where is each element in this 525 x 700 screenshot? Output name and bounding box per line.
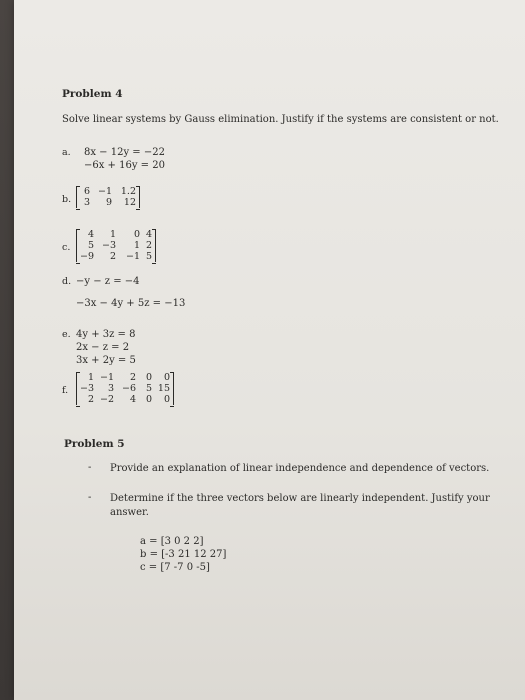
matrix-cell: 2 xyxy=(87,394,94,405)
matrix-row xyxy=(80,372,170,383)
part-e-eq2: 2x − z = 2 xyxy=(76,342,130,353)
part-e-eq3: 3x + 2y = 5 xyxy=(76,355,136,366)
matrix-row xyxy=(80,383,170,394)
part-a-eq1: 8x − 12y = −22 xyxy=(84,147,165,158)
matrix-cell: −1 xyxy=(97,186,112,197)
paper-sheet xyxy=(14,0,525,700)
matrix-cell: 3 xyxy=(107,383,114,394)
matrix-cell: −1 xyxy=(125,251,140,262)
matrix-cell: −3 xyxy=(101,240,116,251)
matrix-cell: 1.2 xyxy=(120,186,136,197)
matrix-row xyxy=(80,240,152,251)
matrix-cell: 0 xyxy=(163,394,170,405)
matrix-row xyxy=(80,229,152,240)
part-d-eq2: −3x − 4y + 5z = −13 xyxy=(76,298,186,309)
part-f-matrix xyxy=(76,372,174,405)
bullet-dash: - xyxy=(88,462,92,473)
part-a-label: a. xyxy=(62,147,71,158)
matrix-cell: −3 xyxy=(80,383,95,394)
problem-5-title: Problem 5 xyxy=(64,438,125,450)
part-a-eq2: −6x + 16y = 20 xyxy=(84,160,165,171)
matrix-cell: 1 xyxy=(87,372,94,383)
matrix-cell: 2 xyxy=(145,240,152,251)
matrix-cell: 1 xyxy=(133,240,140,251)
matrix-cell: 5 xyxy=(87,240,94,251)
matrix-cell: 6 xyxy=(83,186,90,197)
matrix-cell: 5 xyxy=(145,251,152,262)
matrix-cell: 4 xyxy=(145,229,152,240)
matrix-cell: 4 xyxy=(129,394,136,405)
part-b-label: b. xyxy=(62,194,72,205)
bullet-dash: - xyxy=(88,492,92,503)
part-d-label: d. xyxy=(62,276,72,287)
matrix-cell: 3 xyxy=(83,197,90,208)
matrix-cell: −6 xyxy=(121,383,136,394)
vector-a: a = [3 0 2 2] xyxy=(140,536,204,547)
matrix-cell: 0 xyxy=(163,372,170,383)
vector-c: c = [7 -7 0 -5] xyxy=(140,562,210,573)
part-d-eq1: −y − z = −4 xyxy=(76,276,140,287)
part-f-label: f. xyxy=(62,385,69,396)
part-c-matrix xyxy=(76,229,156,262)
matrix-cell: 15 xyxy=(157,383,170,394)
vector-b: b = [-3 21 12 27] xyxy=(140,549,227,560)
matrix-row xyxy=(80,186,136,197)
part-e-label: e. xyxy=(62,329,71,340)
problem-5-item-1: Provide an explanation of linear independence and dependence of vectors. xyxy=(110,463,490,474)
matrix-cell: 9 xyxy=(105,197,112,208)
problem-5-item-2-line-2: answer. xyxy=(110,507,149,518)
matrix-cell: 4 xyxy=(87,229,94,240)
matrix-cell: 2 xyxy=(109,251,116,262)
matrix-cell: −9 xyxy=(80,251,95,262)
matrix-cell: 1 xyxy=(109,229,116,240)
matrix-cell: −1 xyxy=(99,372,114,383)
problem-4-instructions: Solve linear systems by Gauss elimination. Justify if the systems are consistent or not. xyxy=(62,114,499,125)
part-c-label: c. xyxy=(62,242,71,253)
matrix-cell: 0 xyxy=(145,394,152,405)
matrix-cell: −2 xyxy=(99,394,114,405)
matrix-cell: 0 xyxy=(145,372,152,383)
part-b-matrix xyxy=(76,186,140,208)
matrix-row xyxy=(80,251,152,262)
problem-5-item-2-line-1: Determine if the three vectors below are linearly independent. Justify your xyxy=(110,493,490,504)
matrix-row xyxy=(80,394,170,405)
matrix-row xyxy=(80,197,136,208)
part-e-eq1: 4y + 3z = 8 xyxy=(76,329,136,340)
matrix-cell: 5 xyxy=(145,383,152,394)
matrix-cell: 12 xyxy=(123,197,136,208)
matrix-cell: 0 xyxy=(133,229,140,240)
problem-4-title: Problem 4 xyxy=(62,88,123,100)
matrix-cell: 2 xyxy=(129,372,136,383)
